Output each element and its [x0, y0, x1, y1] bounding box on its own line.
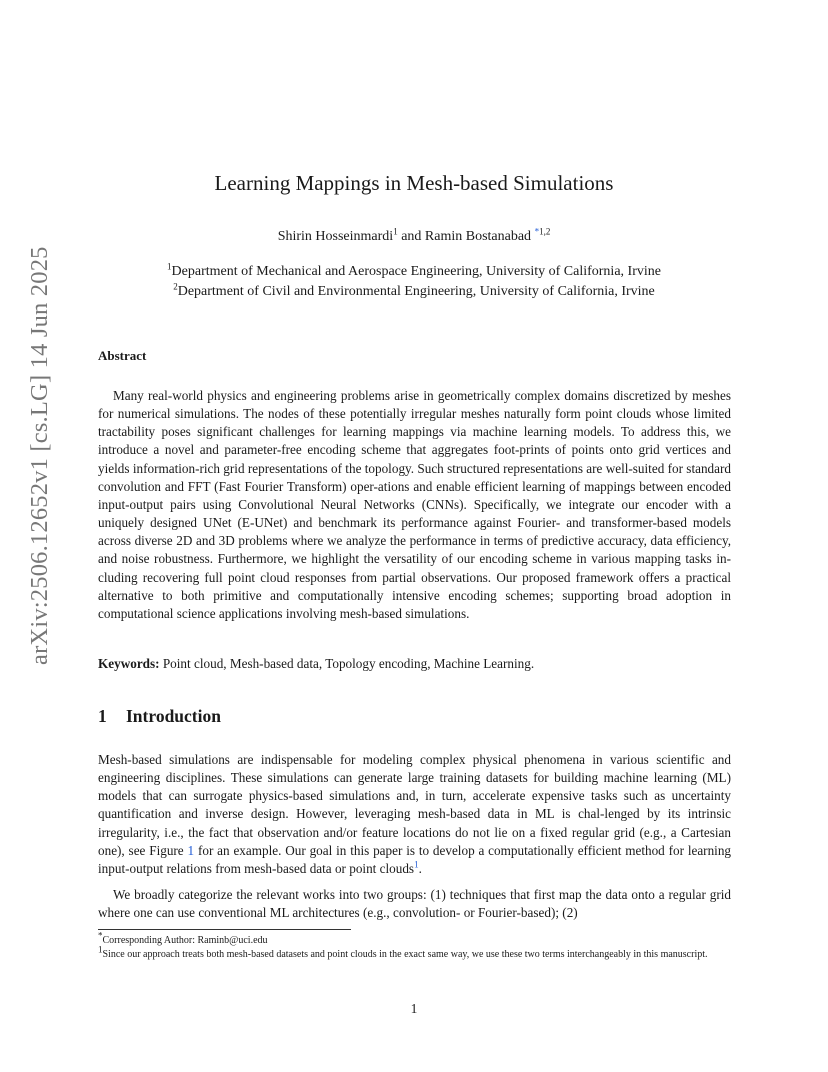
- section-number: 1: [98, 706, 107, 726]
- intro-text: for an example. Our goal in this paper is to develop a computationally efficient method for learning input-output relations from mesh-based data or point clouds: [98, 842, 732, 876]
- affiliation-mark: 1: [393, 226, 398, 237]
- footnote-text: Corresponding Author: Raminb@uci.edu: [102, 935, 268, 946]
- keywords-text: Point cloud, Mesh-based data, Topology encoding, Machine Learning.: [162, 656, 535, 671]
- author-list: [0, 226, 828, 245]
- footnote-link[interactable]: 1: [414, 859, 419, 870]
- footnote-divider: [98, 929, 351, 930]
- affiliation: [0, 281, 828, 300]
- affiliation-mark: 1,2: [539, 226, 551, 237]
- intro-paragraph: We broadly categorize the relevant works into two groups: (1) techniques that first map the data onto a regular grid where one can use conventional ML architectures (e.g., convolution- or Fourier-based); (2): [98, 887, 731, 921]
- paper-title: Learning Mappings in Mesh-based Simulations: [214, 171, 614, 195]
- section-title: Introduction: [126, 706, 221, 726]
- intro-text: .: [418, 860, 422, 876]
- footnote: [98, 944, 731, 961]
- corresponding-author-link[interactable]: *: [534, 226, 540, 237]
- arxiv-identifier: arXiv:2506.12652v1 [cs.LG] 14 Jun 2025: [26, 246, 53, 665]
- section-heading: [98, 706, 221, 727]
- affiliation-text: Department of Civil and Environmental Engineering, University of California, Irvine: [177, 284, 655, 299]
- affiliation-mark: 1: [167, 261, 172, 272]
- intro-paragraph: [98, 751, 731, 878]
- page-number: 1: [410, 1001, 418, 1016]
- footnote-mark: *: [98, 930, 103, 941]
- intro-text: Mesh-based simulations are indispensable for modeling complex physical phenomena in various scientific and engineering disciplines. These simulations can generate large training datasets for building machine learning (ML) models that can surrogate physics-based simulations and, in turn, accelerate expensive tasks such as uncertainty quantification and inverse design. However, leveraging mesh-based data in ML is chal-lenged by its intrinsic irregularity, i.e., the fact that observation and/or feature locations do not lie on a fixed regular grid (e.g., a Cartesian one), see Figure: [98, 752, 731, 858]
- footnote: [98, 930, 731, 947]
- abstract-heading: Abstract: [98, 348, 147, 363]
- figure-link[interactable]: 1: [187, 842, 195, 858]
- author-name: Ramin Bostanabad: [424, 229, 532, 244]
- footnote-mark: 1: [98, 944, 103, 955]
- keywords-label: Keywords:: [98, 656, 160, 671]
- and-text: and: [401, 229, 422, 244]
- author-name: Shirin Hosseinmardi: [277, 229, 394, 244]
- affiliation-mark: 2: [173, 281, 178, 292]
- keywords: [98, 656, 731, 672]
- affiliation-text: Department of Mechanical and Aerospace Engineering, University of California, Irvine: [171, 264, 661, 279]
- affiliation: [0, 261, 828, 280]
- footnote-text: Since our approach treats both mesh-based datasets and point clouds in the exact same way, we use these two terms interchangeably in this manuscript.: [102, 949, 708, 960]
- abstract-text: Many real-world physics and engineering problems arise in geometrically complex domains discretized by meshes for numerical simulations. The nodes of these potentially irregular meshes naturally form point clouds whose limited tractability poses significant challenges for learning mappings via machine learning models. To address this, we introduce a novel and parameter-free encoding scheme that aggregates foot-prints of points onto grid vertices and yields information-rich grid representations of the topology. Such structured representations are well-suited for standard convolution and FFT (Fast Fourier Transform) oper-ations and enable efficient learning of mappings between encoded input-output pairs using Convolutional Neural Networks (CNNs). Specifically, we integrate our encoder with a uniquely designed UNet (E-UNet) and benchmark its performance against Fourier- and transformer-based models across diverse 2D and 3D problems where we analyze the performance in terms of predictive accuracy, data efficiency, and noise robustness. Furthermore, we highlight the versatility of our encoding scheme in various mapping tasks in-cluding recovering full point cloud responses from partial observations. Our proposed framework offers a practical alternative to both primitive and computationally intensive encoding schemes; supporting broad adoption in computational science applications involving mesh-based simulations.: [98, 388, 731, 621]
